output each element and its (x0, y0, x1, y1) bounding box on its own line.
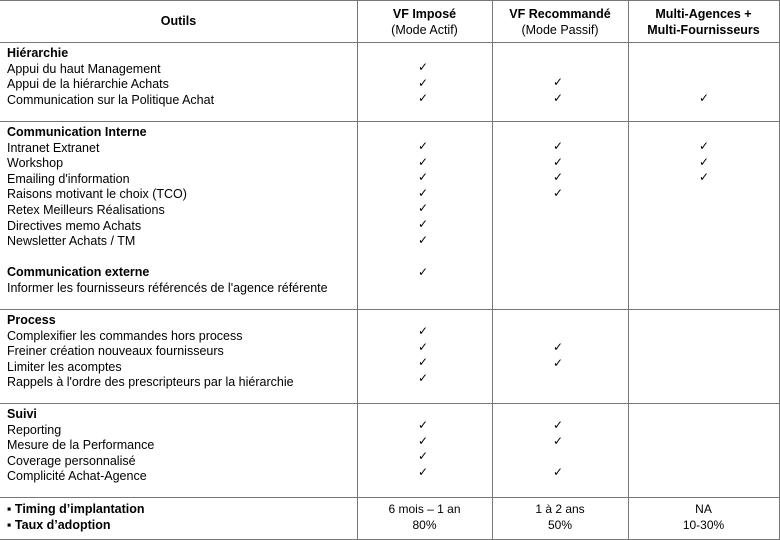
list-item: Complicité Achat-Agence (7, 469, 147, 484)
check-icon: ✓ (552, 185, 564, 200)
checks-comm-interne-col3 (684, 139, 724, 186)
list-item: Communication sur la Politique Achat (7, 92, 215, 107)
check-icon: ✓ (417, 433, 429, 448)
list-item: Informer les fournisseurs référencés de l'agence référente (7, 280, 328, 295)
taux-value: 10-30% (682, 518, 725, 532)
section-comm-interne (7, 125, 187, 250)
timing-value: 6 mois – 1 an (388, 502, 461, 516)
check-icon: ✓ (417, 139, 429, 153)
checks-hierarchie-col3 (684, 91, 724, 107)
timing-value: 1 à 2 ans (535, 502, 585, 516)
bottom-col1 (357, 501, 492, 533)
checks-suivi-col2 (538, 418, 578, 480)
header-vf-recommande-sub: (Mode Passif) (521, 23, 599, 37)
list-item: Emailing d'information (7, 171, 130, 186)
check-icon: ✓ (417, 464, 429, 479)
checks-comm-interne-col1 (403, 139, 443, 248)
bottom-col2 (492, 501, 628, 533)
list-item: Workshop (7, 156, 64, 171)
check-icon: ✓ (698, 91, 710, 105)
taux-label: ▪ Taux d’adoption (7, 518, 111, 532)
section-hierarchie (7, 46, 214, 108)
check-icon: ✓ (552, 170, 564, 185)
list-item: Freiner création nouveaux fournisseurs (7, 344, 224, 359)
header-multi-title: Multi-Agences + (655, 7, 752, 21)
check-icon: ✓ (417, 355, 429, 370)
check-icon: ✓ (417, 201, 429, 216)
checks-hierarchie-col1 (403, 60, 443, 107)
list-item: Raisons motivant le choix (TCO) (7, 187, 187, 202)
taux-value: 50% (547, 518, 573, 532)
check-icon: ✓ (417, 232, 429, 247)
checks-comm-externe-col1 (403, 265, 443, 281)
list-item: Appui de la hiérarchie Achats (7, 77, 169, 92)
column-divider (492, 0, 493, 540)
bottom-labels (7, 501, 145, 533)
row-divider (0, 42, 780, 43)
section-title: Process (7, 313, 56, 327)
check-icon: ✓ (417, 449, 429, 464)
taux-value: 80% (412, 518, 437, 532)
list-item: Coverage personnalisé (7, 453, 136, 468)
list-item: Newsletter Achats / TM (7, 234, 136, 249)
list-item: Reporting (7, 422, 62, 437)
header-outils: Outils (160, 14, 197, 28)
row-divider (0, 121, 780, 122)
column-divider (628, 0, 629, 540)
header-vf-recommande-title: VF Recommandé (509, 7, 611, 21)
check-icon: ✓ (417, 185, 429, 200)
check-icon: ✓ (417, 339, 429, 354)
check-icon: ✓ (552, 464, 564, 479)
check-icon: ✓ (417, 60, 429, 74)
check-icon: ✓ (698, 139, 710, 153)
check-icon: ✓ (552, 154, 564, 169)
check-icon: ✓ (552, 90, 564, 105)
check-icon: ✓ (417, 324, 429, 338)
row-divider (0, 403, 780, 404)
row-divider (0, 309, 780, 310)
header-vf-impose-title: VF Imposé (392, 7, 457, 21)
column-divider (357, 0, 358, 540)
check-icon: ✓ (552, 418, 564, 432)
section-title: Communication externe (7, 265, 150, 279)
checks-hierarchie-col2 (538, 75, 578, 106)
check-icon: ✓ (552, 340, 564, 354)
check-icon: ✓ (552, 355, 564, 370)
checks-process-col1 (403, 324, 443, 386)
list-item: Intranet Extranet (7, 140, 100, 155)
section-title: Suivi (7, 407, 37, 421)
section-comm-externe (7, 265, 328, 296)
checks-comm-interne-col2 (538, 139, 578, 201)
check-icon: ✓ (417, 170, 429, 185)
check-icon: ✓ (417, 91, 429, 106)
row-divider (0, 0, 780, 1)
check-icon: ✓ (552, 75, 564, 89)
section-title: Hiérarchie (7, 46, 69, 60)
timing-label: ▪ Timing d’implantation (7, 502, 145, 516)
list-item: Mesure de la Performance (7, 438, 155, 453)
check-icon: ✓ (417, 216, 429, 231)
header-multi-title2: Multi-Fournisseurs (647, 23, 760, 37)
section-suivi (7, 407, 154, 485)
check-icon: ✓ (552, 139, 564, 153)
list-item: Complexifier les commandes hors process (7, 328, 243, 343)
check-icon: ✓ (417, 265, 429, 279)
list-item: Limiter les acomptes (7, 359, 122, 374)
bottom-col3 (628, 501, 779, 533)
check-icon: ✓ (552, 433, 564, 448)
list-item: Retex Meilleurs Réalisations (7, 202, 165, 217)
check-icon: ✓ (417, 75, 429, 90)
section-process (7, 313, 294, 391)
check-icon: ✓ (417, 370, 429, 385)
header-vf-impose-sub: (Mode Actif) (391, 23, 458, 37)
header-multi (628, 6, 779, 38)
timing-value: NA (695, 502, 712, 516)
check-icon: ✓ (698, 154, 710, 169)
check-icon: ✓ (417, 154, 429, 169)
section-title: Communication Interne (7, 125, 147, 139)
list-item: Directives memo Achats (7, 218, 142, 233)
header-vf-recommande (492, 6, 628, 38)
list-item: Rappels à l'ordre des prescripteurs par la hiérarchie (7, 375, 294, 390)
check-icon: ✓ (417, 418, 429, 432)
check-placeholder (538, 449, 578, 465)
header-vf-impose (357, 6, 492, 38)
check-icon: ✓ (698, 170, 710, 185)
row-divider (0, 497, 780, 498)
checks-suivi-col1 (403, 418, 443, 480)
checks-process-col2 (538, 340, 578, 371)
list-item: Appui du haut Management (7, 61, 161, 76)
